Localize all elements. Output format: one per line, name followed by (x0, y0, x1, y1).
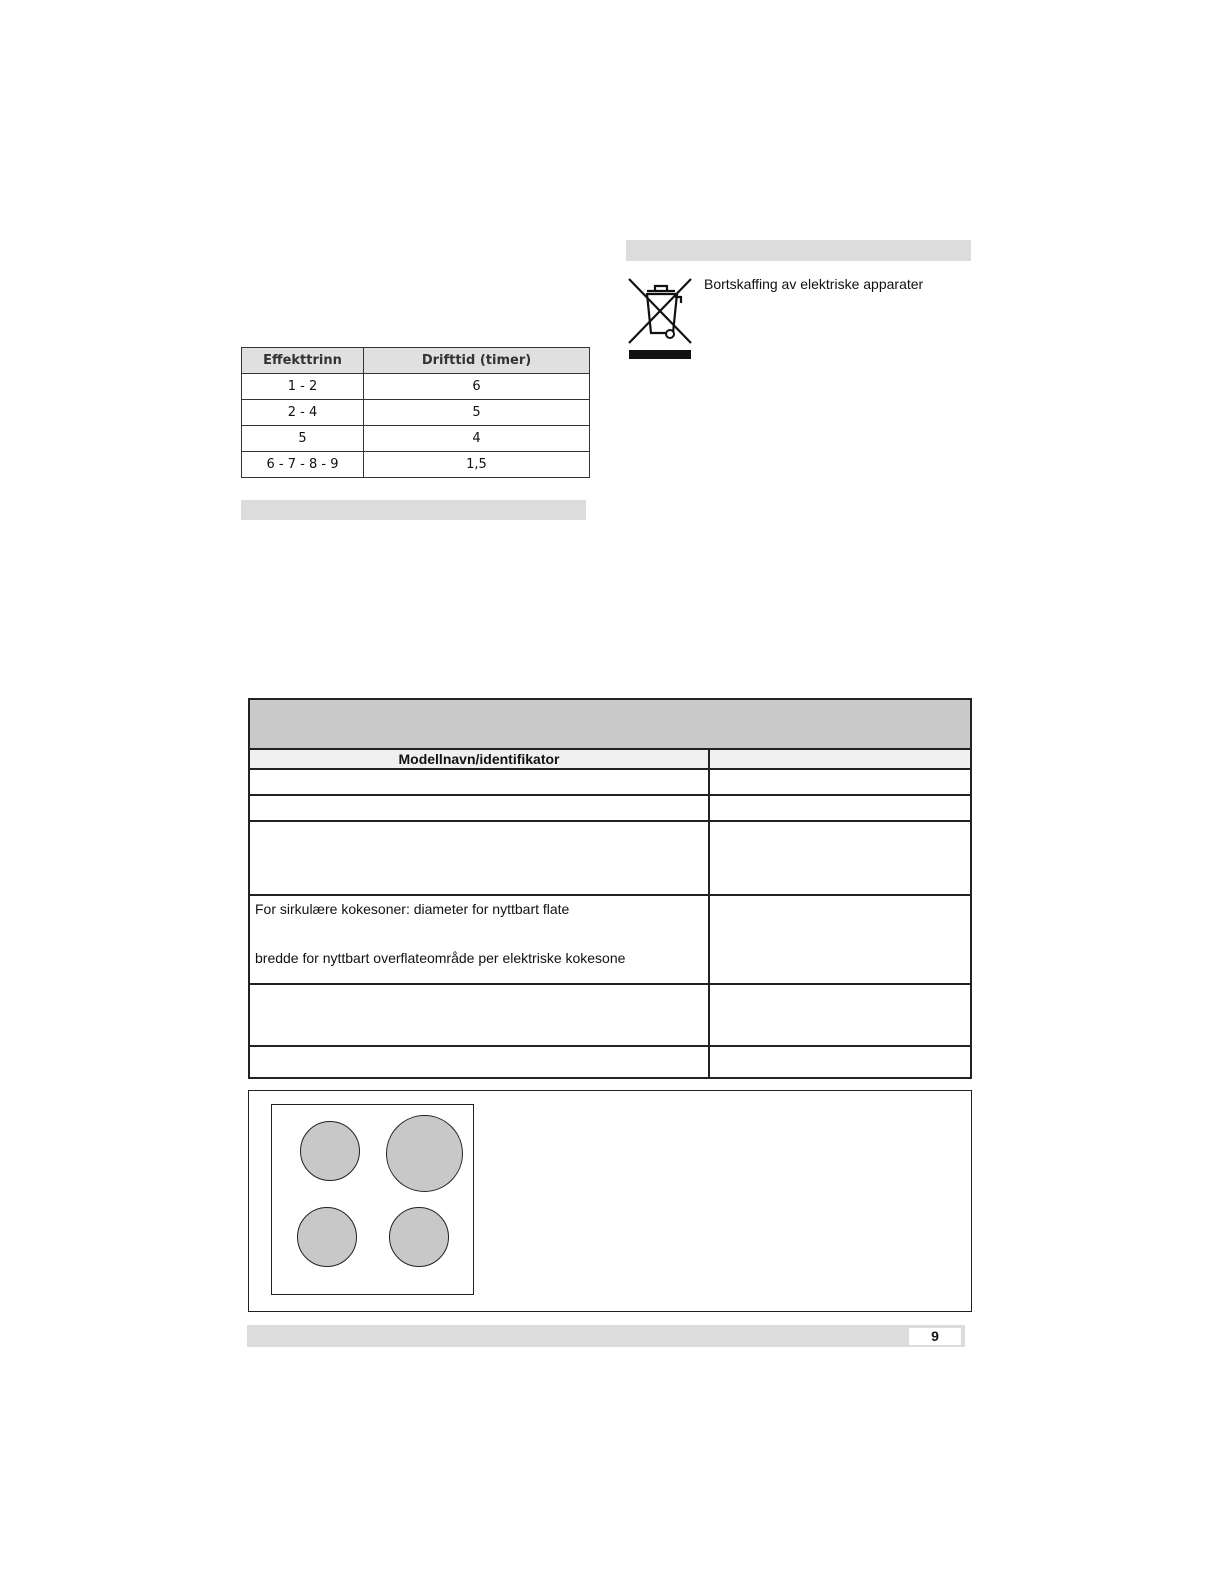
circular-zones-label: For sirkulære kokesoner: diameter for nyttbart flate (255, 901, 570, 917)
cooking-zone-top-left (300, 1121, 360, 1181)
header-effekttrinn: Effekttrinn (242, 348, 364, 374)
timer-table-header (242, 348, 590, 374)
table-row (242, 426, 590, 452)
header-drifttid: Drifttid (timer) (364, 348, 590, 374)
cooking-zone-top-right (386, 1115, 463, 1192)
cooking-zone-bottom-right (389, 1207, 449, 1267)
power-level-cell: 1 - 2 (242, 374, 364, 400)
section-header-bar-right (626, 240, 971, 261)
disposal-title: Bortskaffing av elektriske apparater (704, 276, 924, 292)
zone-dimension-cell (249, 895, 709, 984)
table-row (249, 749, 971, 769)
cooking-zone-bottom-left (297, 1207, 357, 1267)
duration-cell: 1,5 (364, 452, 590, 478)
page-number: 9 (909, 1328, 961, 1345)
power-level-cell: 5 (242, 426, 364, 452)
table-row (249, 769, 971, 795)
power-level-cell: 6 - 7 - 8 - 9 (242, 452, 364, 478)
zone-width-label: bredde for nyttbart overflateområde per elektriske kokesone (255, 950, 626, 966)
duration-cell: 6 (364, 374, 590, 400)
info-table-header-band (248, 698, 972, 750)
section-header-bar-left (241, 500, 586, 520)
duration-cell: 5 (364, 400, 590, 426)
table-row (249, 984, 971, 1046)
power-level-cell: 2 - 4 (242, 400, 364, 426)
model-name-label: Modellnavn/identifikator (249, 749, 709, 769)
duration-cell: 4 (364, 426, 590, 452)
table-row (242, 374, 590, 400)
table-row (249, 1046, 971, 1078)
timer-table (241, 347, 590, 478)
table-row (249, 821, 971, 895)
table-row (249, 795, 971, 821)
table-row (249, 895, 971, 984)
crossed-out-wheelie-bin-icon (627, 277, 695, 361)
product-info-table (248, 748, 972, 1079)
footer-bar (247, 1325, 965, 1347)
model-name-value (709, 749, 971, 769)
table-row (242, 452, 590, 478)
table-row (242, 400, 590, 426)
